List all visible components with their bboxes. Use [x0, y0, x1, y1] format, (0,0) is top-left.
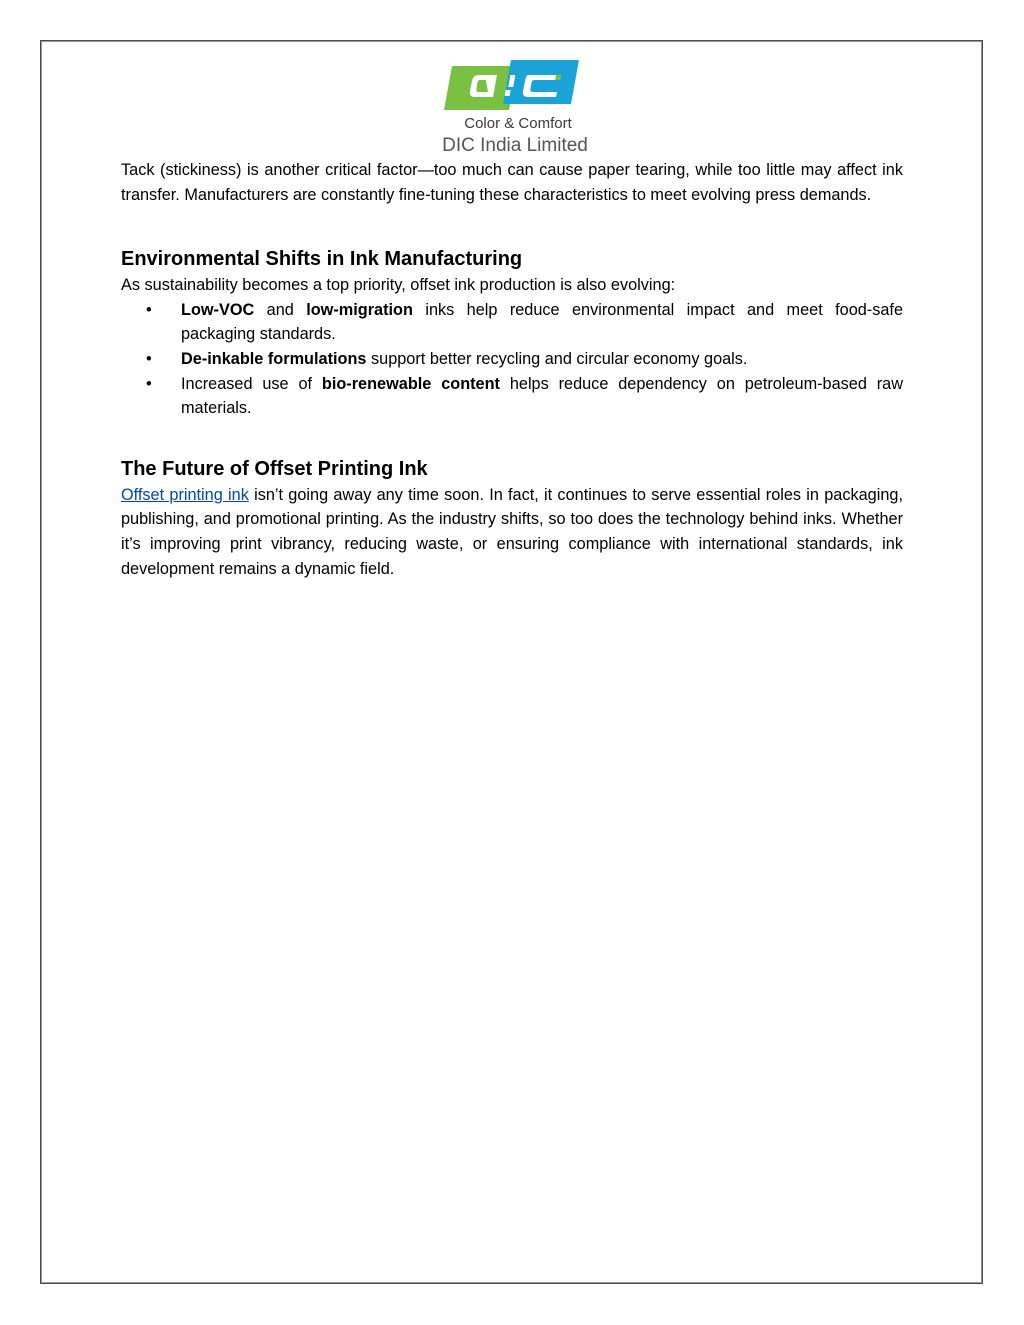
bold-term: Low-VOC: [181, 300, 255, 319]
bullet-icon: •: [146, 349, 152, 368]
list-item: [121, 372, 903, 421]
bullet-icon: •: [146, 300, 152, 319]
logo-tagline: Color & Comfort: [464, 115, 572, 132]
intro-paragraph: Tack (stickiness) is another critical factor—too much can cause paper tearing, while too little may affect ink transfer. Manufacturers are constantly fine-tuning these characteristics to meet evolving press demands.: [121, 161, 903, 204]
list-item: [121, 298, 903, 347]
future-text: isn’t going away any time soon. In fact, it continues to serve essential roles in packaging, publishing, and promotional printing. As the industry shifts, so too does the technology behind inks. Whether it’s improving print vibrancy, reducing waste, or ensuring compliance with international standards, ink development remains a dynamic field.: [121, 485, 903, 578]
offset-printing-ink-link[interactable]: Offset printing ink: [121, 485, 249, 504]
bold-term: low-migration: [306, 300, 413, 319]
document-body: [121, 158, 903, 581]
section-heading-environmental: Environmental Shifts in Ink Manufacturing: [121, 248, 523, 271]
list-text: Increased use of: [181, 374, 322, 393]
bold-term: bio-renewable content: [321, 374, 500, 393]
env-bullet-list: [121, 298, 903, 421]
list-text: support better recycling and circular economy goals.: [366, 349, 748, 368]
list-text: helps reduce dependency on petroleum-based raw materials.: [181, 374, 903, 418]
bullet-icon: •: [146, 374, 152, 393]
list-item: [121, 347, 903, 372]
dic-logo-mark-icon: [425, 60, 605, 112]
logo-company-name: DIC India Limited: [442, 135, 588, 156]
section-future-paragraph: [121, 483, 903, 581]
dic-logo: [425, 60, 605, 160]
bold-term: De-inkable formulations: [181, 349, 367, 368]
list-text: inks help reduce environmental impact and meet food-safe packaging standards.: [181, 300, 903, 344]
list-text: and: [254, 300, 307, 319]
section-env-lead: As sustainability becomes a top priority, offset ink production is also evolving:: [121, 276, 676, 295]
section-heading-future: The Future of Offset Printing Ink: [121, 457, 428, 480]
